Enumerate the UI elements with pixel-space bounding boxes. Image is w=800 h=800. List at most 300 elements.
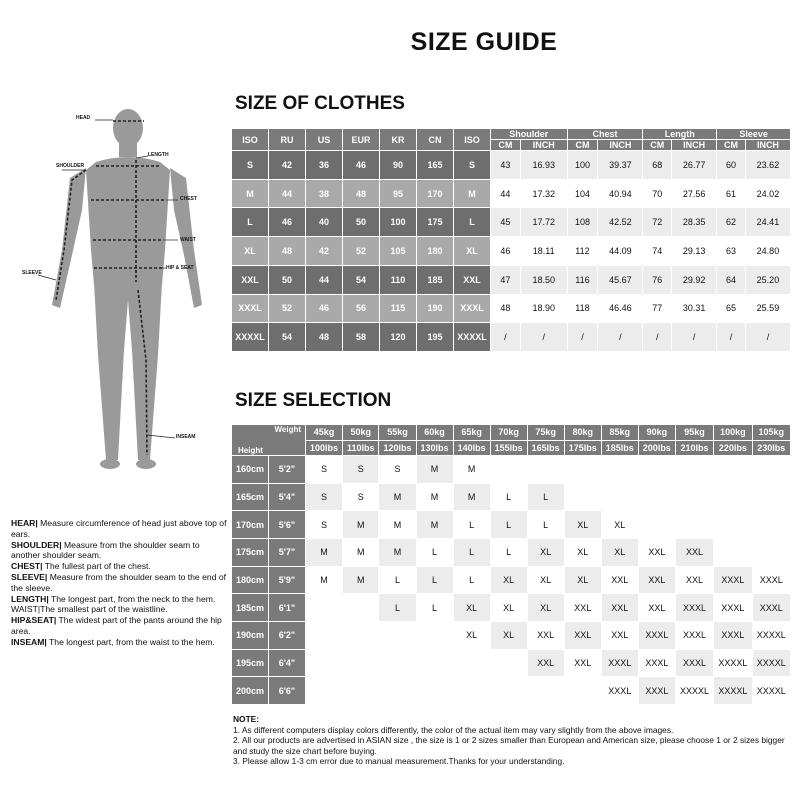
size-selection-cell: XL xyxy=(564,538,601,566)
definition-term: INSEAM| xyxy=(11,636,47,647)
size-selection-cell: XXL xyxy=(527,621,564,649)
weight-kg-header: 85kg xyxy=(601,425,638,441)
size-cell: 110 xyxy=(380,265,417,294)
measurement-cell: 18.11 xyxy=(520,237,567,266)
size-selection-cell: S xyxy=(306,483,343,511)
size-of-clothes-table xyxy=(231,128,791,352)
column-header: ISO xyxy=(232,129,269,151)
size-selection-cell xyxy=(490,677,527,705)
unit-header: CM xyxy=(643,140,672,151)
size-cell: 185 xyxy=(417,265,454,294)
weight-lbs-header: 155lbs xyxy=(490,440,527,456)
size-selection-cell: M xyxy=(306,538,343,566)
size-cell: M xyxy=(454,179,491,208)
column-header: CN xyxy=(417,129,454,151)
size-cell: 46 xyxy=(306,294,343,323)
measurement-cell: / xyxy=(717,323,746,352)
size-cell: 100 xyxy=(380,208,417,237)
size-cell: XXXXL xyxy=(232,323,269,352)
note-title: NOTE: xyxy=(233,714,260,724)
figure-label-head: HEAD xyxy=(76,115,91,121)
size-cell: 38 xyxy=(306,179,343,208)
size-cell: XXXL xyxy=(454,294,491,323)
height-ft-cell: 6'6" xyxy=(269,677,306,705)
weight-lbs-header: 210lbs xyxy=(675,440,713,456)
table-row xyxy=(232,538,791,566)
size-selection-cell: M xyxy=(379,538,416,566)
measurement-cell: / xyxy=(598,323,643,352)
size-selection-cell: XXXL xyxy=(675,649,713,677)
measurement-cell: 64 xyxy=(717,265,746,294)
size-selection-cell xyxy=(306,677,343,705)
measurement-cell: 17.72 xyxy=(520,208,567,237)
weight-label: Weight xyxy=(274,425,301,434)
size-selection-cell: M xyxy=(379,511,416,539)
size-selection-cell: XXL xyxy=(527,649,564,677)
size-selection-cell: L xyxy=(490,511,527,539)
measurement-cell: 26.77 xyxy=(672,151,717,180)
size-cell: 54 xyxy=(269,323,306,352)
size-selection-cell: M xyxy=(343,538,379,566)
size-cell: 190 xyxy=(417,294,454,323)
size-selection-table xyxy=(231,424,791,705)
unit-header: INCH xyxy=(520,140,567,151)
size-selection-cell: L xyxy=(416,594,453,622)
size-cell: XL xyxy=(232,237,269,266)
size-selection-cell: L xyxy=(527,483,564,511)
height-ft-cell: 6'2" xyxy=(269,621,306,649)
size-cell: 42 xyxy=(269,151,306,180)
size-cell: 50 xyxy=(343,208,380,237)
size-selection-cell xyxy=(752,483,791,511)
measurement-cell: 30.31 xyxy=(672,294,717,323)
definition-item xyxy=(11,572,231,594)
measurement-cell: 18.50 xyxy=(520,265,567,294)
size-selection-cell: XL xyxy=(490,621,527,649)
human-silhouette-icon xyxy=(0,100,230,490)
table-row xyxy=(232,323,791,352)
height-cm-cell: 160cm xyxy=(232,456,269,484)
measurement-cell: 116 xyxy=(567,265,598,294)
definition-text: Measure circumference of head just above top of ears. xyxy=(11,518,227,539)
size-selection-cell xyxy=(564,677,601,705)
measurement-cell: 77 xyxy=(643,294,672,323)
height-ft-cell: 5'4" xyxy=(269,483,306,511)
size-selection-cell: XXL xyxy=(601,594,638,622)
measurement-cell: 29.13 xyxy=(672,237,717,266)
height-ft-cell: 6'4" xyxy=(269,649,306,677)
table-row xyxy=(232,594,791,622)
measurement-cell: 108 xyxy=(567,208,598,237)
size-selection-cell xyxy=(453,649,490,677)
weight-kg-header: 65kg xyxy=(453,425,490,441)
measurement-cell: / xyxy=(567,323,598,352)
size-cell: 115 xyxy=(380,294,417,323)
measurement-cell: 28.35 xyxy=(672,208,717,237)
definition-item xyxy=(11,518,231,540)
size-selection-cell: XXXL xyxy=(752,566,791,594)
size-cell: 50 xyxy=(269,265,306,294)
section-title-selection: SIZE SELECTION xyxy=(235,390,392,411)
size-selection-cell: XXXXL xyxy=(714,649,752,677)
size-cell: 105 xyxy=(380,237,417,266)
size-selection-cell: XXL xyxy=(638,594,675,622)
size-selection-cell: M xyxy=(453,483,490,511)
size-selection-cell xyxy=(714,511,752,539)
table-row xyxy=(232,456,791,484)
definition-item xyxy=(11,637,231,648)
size-selection-cell: L xyxy=(527,511,564,539)
size-selection-cell: XXXXL xyxy=(752,677,791,705)
size-selection-cell: XXXXL xyxy=(714,677,752,705)
size-selection-cell: XXL xyxy=(601,621,638,649)
definition-text: The fullest part of the chest. xyxy=(42,561,151,572)
size-selection-cell xyxy=(638,483,675,511)
size-selection-cell xyxy=(752,511,791,539)
weight-lbs-header: 230lbs xyxy=(752,440,791,456)
size-selection-cell: L xyxy=(453,511,490,539)
weight-lbs-header: 120lbs xyxy=(379,440,416,456)
measurement-cell: 27.56 xyxy=(672,179,717,208)
figure-label-hip: HIP & SEAT xyxy=(166,265,194,271)
size-cell: 36 xyxy=(306,151,343,180)
height-ft-cell: 6'1" xyxy=(269,594,306,622)
measurement-cell: 44.09 xyxy=(598,237,643,266)
size-cell: 46 xyxy=(269,208,306,237)
size-selection-cell: S xyxy=(343,456,379,484)
size-cell: 44 xyxy=(269,179,306,208)
size-selection-cell xyxy=(379,677,416,705)
size-cell: 195 xyxy=(417,323,454,352)
measurement-cell: 47 xyxy=(491,265,521,294)
size-cell: 90 xyxy=(380,151,417,180)
table-row xyxy=(232,621,791,649)
height-cm-cell: 200cm xyxy=(232,677,269,705)
table-row xyxy=(232,677,791,705)
size-selection-cell xyxy=(564,483,601,511)
table-row xyxy=(232,566,791,594)
measurement-cell: 40.94 xyxy=(598,179,643,208)
size-selection-cell: XXXL xyxy=(675,594,713,622)
height-cm-cell: 165cm xyxy=(232,483,269,511)
measurement-cell: 48 xyxy=(491,294,521,323)
definition-item xyxy=(11,604,231,615)
size-selection-cell: L xyxy=(379,566,416,594)
size-selection-cell: L xyxy=(453,538,490,566)
size-selection-cell xyxy=(675,456,713,484)
size-cell: L xyxy=(232,208,269,237)
measurement-cell: 70 xyxy=(643,179,672,208)
measurement-cell: 61 xyxy=(717,179,746,208)
group-header: Shoulder xyxy=(491,129,568,140)
weight-kg-header: 105kg xyxy=(752,425,791,441)
figure-label-shoulder: SHOULDER xyxy=(56,163,85,169)
measurement-cell: / xyxy=(520,323,567,352)
size-selection-cell xyxy=(306,594,343,622)
height-ft-cell: 5'2" xyxy=(269,456,306,484)
size-selection-cell: XL xyxy=(601,511,638,539)
size-selection-cell xyxy=(343,621,379,649)
weight-lbs-header: 130lbs xyxy=(416,440,453,456)
column-header: EUR xyxy=(343,129,380,151)
size-selection-cell xyxy=(714,483,752,511)
size-selection-cell xyxy=(343,594,379,622)
measurement-cell: 46 xyxy=(491,237,521,266)
measurement-cell: 46.46 xyxy=(598,294,643,323)
size-selection-cell: XXL xyxy=(675,538,713,566)
size-selection-cell xyxy=(416,621,453,649)
size-selection-cell xyxy=(490,456,527,484)
size-selection-cell: L xyxy=(490,483,527,511)
weight-kg-header: 95kg xyxy=(675,425,713,441)
height-cm-cell: 185cm xyxy=(232,594,269,622)
size-selection-cell: XXXL xyxy=(638,649,675,677)
measurement-cell: 24.80 xyxy=(745,237,790,266)
weight-kg-header: 75kg xyxy=(527,425,564,441)
measurement-cell: 29.92 xyxy=(672,265,717,294)
definition-text: Measure from the shoulder seam to another shoulder seam. xyxy=(11,539,200,561)
measurement-cell: 42.52 xyxy=(598,208,643,237)
size-selection-cell: L xyxy=(490,538,527,566)
size-selection-cell: XXXL xyxy=(752,594,791,622)
column-header: RU xyxy=(269,129,306,151)
size-selection-cell xyxy=(675,511,713,539)
unit-header: INCH xyxy=(672,140,717,151)
size-selection-cell: M xyxy=(343,511,379,539)
size-cell: XXL xyxy=(454,265,491,294)
table-row xyxy=(232,208,791,237)
size-selection-cell: XXXL xyxy=(675,621,713,649)
unit-header: CM xyxy=(717,140,746,151)
size-selection-cell: XL xyxy=(564,511,601,539)
definition-text: WAIST|The smallest part of the waistline. xyxy=(11,604,168,615)
size-selection-cell: S xyxy=(343,483,379,511)
measurement-cell: 104 xyxy=(567,179,598,208)
size-selection-cell: XXXXL xyxy=(752,621,791,649)
size-cell: S xyxy=(232,151,269,180)
size-cell: 56 xyxy=(343,294,380,323)
measurement-cell: / xyxy=(672,323,717,352)
note-line: 3. Please allow 1-3 cm error due to manual measurement.Thanks for your understanding. xyxy=(233,756,565,767)
measurement-cell: 17.32 xyxy=(520,179,567,208)
size-selection-cell xyxy=(416,677,453,705)
size-selection-cell: XL xyxy=(527,538,564,566)
unit-header: INCH xyxy=(598,140,643,151)
table-row xyxy=(232,483,791,511)
size-selection-cell: XXXL xyxy=(714,594,752,622)
size-selection-cell xyxy=(601,483,638,511)
table-row xyxy=(232,294,791,323)
note-line: 1. As different computers display colors differently, the color of the actual item may vary slightly from the above images. xyxy=(233,724,674,735)
size-selection-cell: L xyxy=(379,594,416,622)
size-selection-cell: XXL xyxy=(675,566,713,594)
size-cell: 52 xyxy=(343,237,380,266)
measurement-cell: 24.41 xyxy=(745,208,790,237)
measurement-cell: 23.62 xyxy=(745,151,790,180)
measurement-definitions xyxy=(11,518,231,648)
size-selection-cell: XL xyxy=(453,594,490,622)
size-cell: 44 xyxy=(306,265,343,294)
table-row xyxy=(232,511,791,539)
size-cell: S xyxy=(454,151,491,180)
measurement-cell: 68 xyxy=(643,151,672,180)
group-header: Chest xyxy=(567,129,643,140)
size-selection-cell xyxy=(379,621,416,649)
size-cell: 180 xyxy=(417,237,454,266)
size-selection-cell xyxy=(416,649,453,677)
height-ft-cell: 5'9" xyxy=(269,566,306,594)
body-measurement-figure xyxy=(0,100,230,490)
size-selection-cell: XXL xyxy=(638,538,675,566)
size-selection-cell: XL xyxy=(490,566,527,594)
size-selection-cell: L xyxy=(453,566,490,594)
size-selection-cell xyxy=(343,649,379,677)
size-selection-cell xyxy=(752,456,791,484)
size-selection-cell: M xyxy=(379,483,416,511)
size-selection-cell: M xyxy=(306,566,343,594)
weight-lbs-header: 165lbs xyxy=(527,440,564,456)
figure-label-sleeve: SLEEVE xyxy=(22,270,42,276)
weight-lbs-header: 185lbs xyxy=(601,440,638,456)
measurement-cell: 100 xyxy=(567,151,598,180)
definition-term: SLEEVE| xyxy=(11,571,48,582)
weight-lbs-header: 220lbs xyxy=(714,440,752,456)
size-selection-cell xyxy=(490,649,527,677)
size-selection-cell: XL xyxy=(453,621,490,649)
notes xyxy=(233,714,793,767)
size-selection-cell xyxy=(343,677,379,705)
size-selection-cell: XL xyxy=(490,594,527,622)
measurement-cell: 24.02 xyxy=(745,179,790,208)
definition-term: LENGTH| xyxy=(11,593,49,604)
size-selection-cell xyxy=(675,483,713,511)
measurement-cell: 65 xyxy=(717,294,746,323)
table-row xyxy=(232,649,791,677)
size-cell: XXL xyxy=(232,265,269,294)
size-selection-cell xyxy=(527,456,564,484)
measurement-cell: 60 xyxy=(717,151,746,180)
measurement-cell: 43 xyxy=(491,151,521,180)
measurement-cell: 76 xyxy=(643,265,672,294)
size-cell: 58 xyxy=(343,323,380,352)
definition-item xyxy=(11,561,231,572)
weight-lbs-header: 100lbs xyxy=(306,440,343,456)
size-selection-cell: XXXL xyxy=(601,677,638,705)
size-selection-cell: S xyxy=(306,456,343,484)
measurement-cell: 118 xyxy=(567,294,598,323)
definition-term: SHOULDER| xyxy=(11,539,62,550)
definition-term: HIP&SEAT| xyxy=(11,615,57,626)
weight-kg-header: 90kg xyxy=(638,425,675,441)
size-selection-cell: XXXXL xyxy=(675,677,713,705)
note-line: 2. All our products are advertised in ASIAN size , the size is 1 or 2 sizes smaller than European and American size, please choose 1 or 2 sizes bigger and study the size chart before buying. xyxy=(233,735,785,756)
height-ft-cell: 5'6" xyxy=(269,511,306,539)
size-cell: 95 xyxy=(380,179,417,208)
unit-header: INCH xyxy=(745,140,790,151)
size-selection-cell: S xyxy=(379,456,416,484)
figure-label-inseam: INSEAM xyxy=(176,434,196,440)
measurement-cell: 44 xyxy=(491,179,521,208)
column-header: ISO xyxy=(454,129,491,151)
definition-term: HEAR| xyxy=(11,518,38,528)
table-row xyxy=(232,179,791,208)
size-selection-cell xyxy=(752,538,791,566)
group-header: Length xyxy=(643,129,717,140)
size-selection-cell xyxy=(714,538,752,566)
height-ft-cell: 5'7" xyxy=(269,538,306,566)
size-selection-cell: XXXXL xyxy=(752,649,791,677)
page-title: SIZE GUIDE xyxy=(410,28,558,56)
weight-lbs-header: 110lbs xyxy=(343,440,379,456)
definition-text: The longest part, from the neck to the hem. xyxy=(48,593,216,604)
weight-lbs-header: 200lbs xyxy=(638,440,675,456)
figure-label-chest: CHEST xyxy=(180,196,197,202)
weight-height-corner xyxy=(232,425,306,456)
measurement-cell: / xyxy=(643,323,672,352)
size-selection-cell: M xyxy=(453,456,490,484)
definition-text: Measure from the shoulder seam to the end of the sleeve. xyxy=(11,571,226,593)
size-cell: M xyxy=(232,179,269,208)
measurement-cell: 16.93 xyxy=(520,151,567,180)
weight-kg-header: 80kg xyxy=(564,425,601,441)
size-cell: 48 xyxy=(269,237,306,266)
height-cm-cell: 170cm xyxy=(232,511,269,539)
definition-item xyxy=(11,540,231,562)
size-selection-cell: XL xyxy=(527,566,564,594)
unit-header: CM xyxy=(567,140,598,151)
size-cell: 40 xyxy=(306,208,343,237)
table-row xyxy=(232,265,791,294)
size-cell: XXXL xyxy=(232,294,269,323)
size-selection-cell: XXL xyxy=(601,566,638,594)
size-selection-cell: XXL xyxy=(564,621,601,649)
weight-kg-header: 60kg xyxy=(416,425,453,441)
size-selection-cell: XL xyxy=(527,594,564,622)
size-cell: L xyxy=(454,208,491,237)
size-selection-cell: M xyxy=(416,456,453,484)
group-header: Sleeve xyxy=(717,129,791,140)
size-cell: 54 xyxy=(343,265,380,294)
section-title-clothes: SIZE OF CLOTHES xyxy=(235,93,405,114)
measurement-cell: 63 xyxy=(717,237,746,266)
size-cell: XL xyxy=(454,237,491,266)
weight-kg-header: 100kg xyxy=(714,425,752,441)
size-selection-cell: XXXL xyxy=(714,566,752,594)
weight-kg-header: 45kg xyxy=(306,425,343,441)
size-selection-cell: XXXL xyxy=(638,621,675,649)
definition-item xyxy=(11,615,231,637)
weight-kg-header: 55kg xyxy=(379,425,416,441)
size-cell: 48 xyxy=(343,179,380,208)
height-label: Height xyxy=(238,446,263,455)
table-row xyxy=(232,237,791,266)
size-selection-cell: L xyxy=(416,566,453,594)
size-selection-cell xyxy=(306,621,343,649)
height-cm-cell: 175cm xyxy=(232,538,269,566)
definition-term: CHEST| xyxy=(11,561,43,572)
size-selection-cell xyxy=(379,649,416,677)
size-selection-cell xyxy=(306,649,343,677)
size-cell: 120 xyxy=(380,323,417,352)
measurement-cell: 72 xyxy=(643,208,672,237)
size-selection-cell: XXXL xyxy=(601,649,638,677)
size-selection-cell xyxy=(601,456,638,484)
height-cm-cell: 195cm xyxy=(232,649,269,677)
weight-lbs-header: 140lbs xyxy=(453,440,490,456)
size-selection-cell: S xyxy=(306,511,343,539)
column-header: US xyxy=(306,129,343,151)
figure-label-length: LENGTH xyxy=(148,152,169,158)
